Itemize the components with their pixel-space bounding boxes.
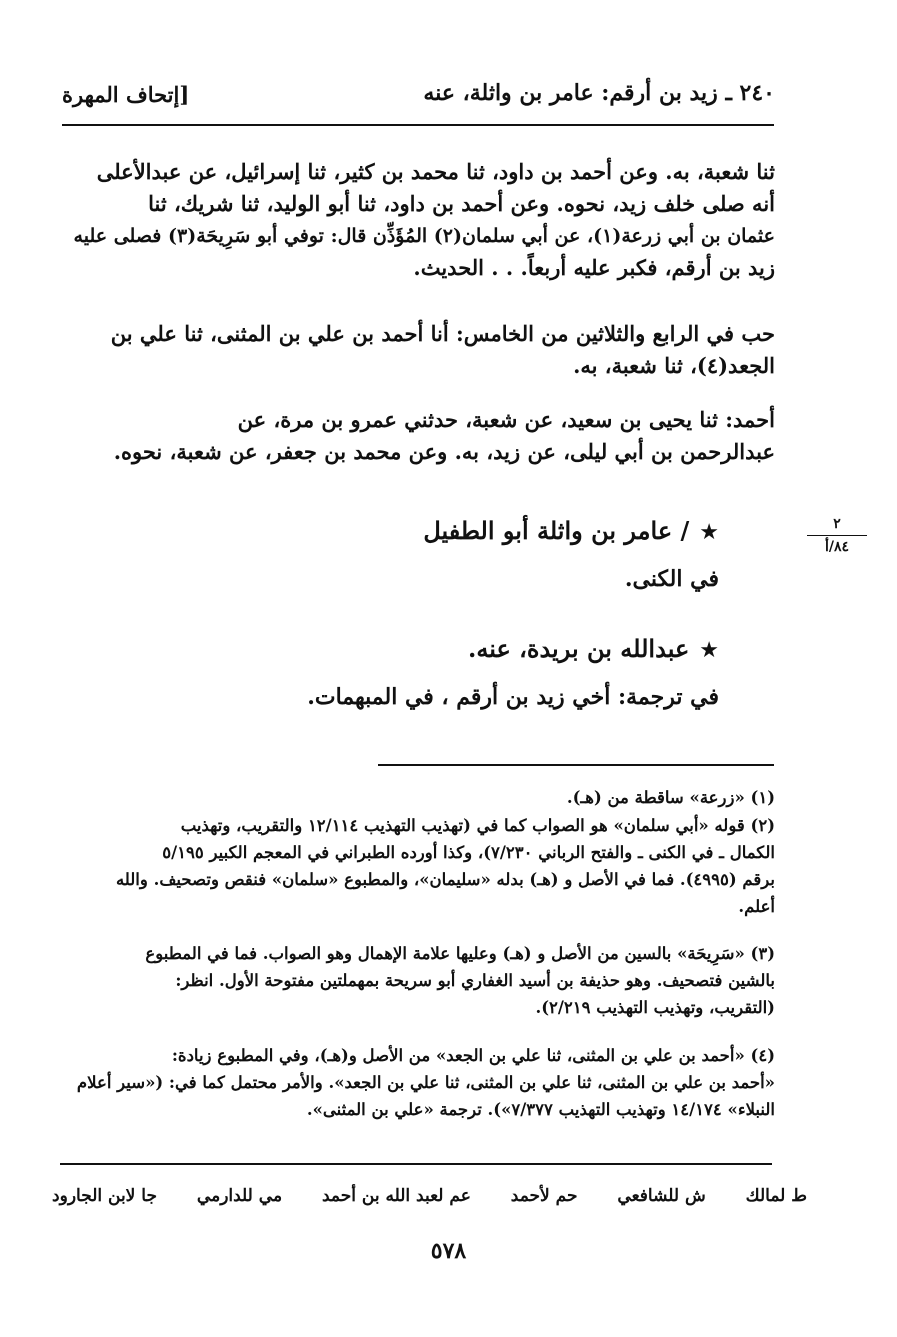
footnote-line: «أحمد بن علي بن المثنى، ثنا علي بن المثنى، ثنا علي بن الجعد». والأمر محتمل كما في: («سير أعلام bbox=[76, 1073, 775, 1092]
margin-manuscript-ref bbox=[807, 515, 867, 556]
footnote-line: الكمال ـ في الكنى ـ والفتح الرباني ٧/٢٣٠)، وكذا أورده الطبراني في المعجم الكبير ٥/١٩٥ bbox=[162, 843, 775, 862]
paragraph-1 bbox=[63, 156, 775, 284]
star-icon: ★ bbox=[699, 638, 719, 663]
paragraph-line: عبدالرحمن بن أبي ليلى، عن زيد، به. وعن محمد بن جعفر، عن شعبة، نحوه. bbox=[113, 439, 775, 464]
paragraph-line: أنه صلى خلف زيد، نحوه. وعن أحمد بن داود، ثنا أبو الوليد، ثنا شريك، ثنا bbox=[148, 191, 775, 216]
margin-ref-line bbox=[807, 535, 867, 536]
abbreviation-item: ش للشافعي bbox=[617, 1186, 706, 1206]
paragraph-line: الجعد(٤)، ثنا شعبة، به. bbox=[573, 353, 775, 378]
star-icon: ★ bbox=[699, 520, 719, 545]
footnote-line: (٤) «أحمد بن علي بن المثنى، ثنا علي بن الجعد» من الأصل و(هـ)، وفي المطبوع زيادة: bbox=[171, 1046, 775, 1065]
entry-heading-amir bbox=[423, 516, 719, 545]
footnote-1 bbox=[63, 784, 775, 811]
entry-note: في ترجمة: أخي زيد بن أرقم ، في المبهمات. bbox=[307, 684, 719, 710]
book-title: [إتحاف المهرة bbox=[62, 82, 190, 107]
footnote-line: بالشين فتصحيف. وهو حذيفة بن أسيد الغفاري أبو سريحة بمهملتين مفتوحة الأول. انظر: bbox=[175, 971, 775, 990]
footnote-2 bbox=[63, 812, 775, 920]
footnote-line: برقم (٤٩٩٥). فما في الأصل و (هـ) بدله «سليمان»، والمطبوع «سلمان» فنقص وتصحيف. والله bbox=[115, 870, 775, 889]
entry-heading-abdullah bbox=[468, 634, 719, 663]
footnote-line: (التقريب، وتهذيب التهذيب ٢/٢١٩). bbox=[535, 998, 775, 1017]
paragraph-line: عثمان بن أبي زرعة(١)، عن أبي سلمان(٢) المُؤَذِّن قال: توفي أبو سَرِيحَة(٣) فصلى عليه bbox=[73, 225, 775, 247]
paragraph-3 bbox=[63, 404, 775, 468]
abbreviation-item: جا لابن الجارود bbox=[52, 1186, 157, 1206]
page-number: ٥٧٨ bbox=[430, 1238, 467, 1264]
margin-ref-bottom: ٨٤/أ bbox=[824, 539, 850, 555]
entry-title: عبدالله بن بريدة، عنه. bbox=[467, 634, 690, 663]
paragraph-line: زيد بن أرقم، فكبر عليه أربعاً. . . الحديث. bbox=[413, 255, 775, 280]
footnote-line: (٣) «سَرِيحَة» بالسين من الأصل و (هـ) وعليها علامة الإهمال وهو الصواب. فما في المطبوع bbox=[145, 944, 775, 963]
paragraph-line: ثنا شعبة، به. وعن أحمد بن داود، ثنا محمد بن كثير، ثنا إسرائيل، عن عبدالأعلى bbox=[96, 159, 775, 184]
running-title: ٢٤٠ ـ زيد بن أرقم: عامر بن واثلة، عنه bbox=[423, 80, 775, 106]
margin-ref-top: ٢ bbox=[833, 516, 841, 532]
footnote-4 bbox=[63, 1042, 775, 1123]
abbreviation-item: عم لعبد الله بن أحمد bbox=[321, 1186, 471, 1206]
paragraph-2 bbox=[63, 318, 775, 382]
footnote-line: (٢) قوله «أبي سلمان» هو الصواب كما في (تهذيب التهذيب ١٢/١١٤ والتقريب، وتهذيب bbox=[180, 816, 775, 835]
abbreviation-legend bbox=[52, 1186, 807, 1206]
paragraph-line: حب في الرابع والثلاثين من الخامس: أنا أحمد بن علي بن المثنى، ثنا علي بن bbox=[110, 321, 775, 346]
abbreviation-item: مي للدارمي bbox=[196, 1186, 283, 1206]
paragraph-line: أحمد: ثنا يحيى بن سعيد، عن شعبة، حدثني عمرو بن مرة، عن bbox=[237, 407, 775, 432]
entry-note: في الكنى. bbox=[624, 566, 719, 592]
abbreviation-item: حم لأحمد bbox=[510, 1186, 578, 1206]
footnote-line: (١) «زرعة» ساقطة من (هـ). bbox=[566, 788, 775, 807]
footnote-line: أعلم. bbox=[738, 897, 775, 916]
header-divider bbox=[62, 124, 774, 126]
footnote-line: النبلاء» ١٤/١٧٤ وتهذيب التهذيب ٧/٣٧٧»). ترجمة «علي بن المثنى». bbox=[306, 1100, 775, 1119]
entry-title: / عامر بن واثلة أبو الطفيل bbox=[423, 516, 690, 545]
footnote-3 bbox=[63, 940, 775, 1021]
footnote-divider bbox=[378, 764, 774, 766]
abbreviations-divider bbox=[60, 1163, 772, 1165]
abbreviation-item: ط لمالك bbox=[745, 1186, 807, 1206]
